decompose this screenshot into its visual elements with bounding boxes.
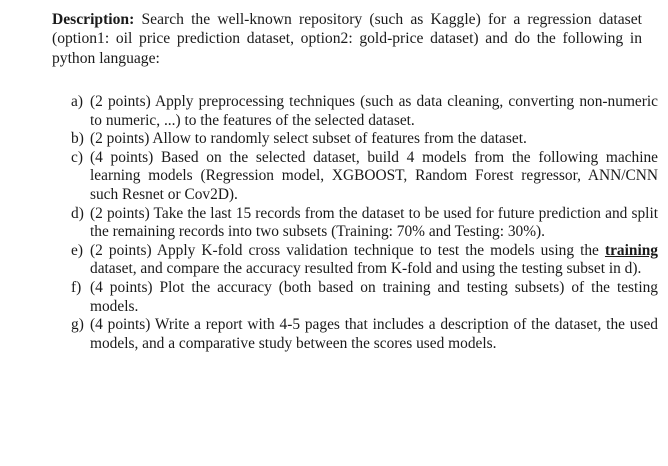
task-item-c	[52, 149, 658, 205]
task-emphasis-training: training	[604, 241, 658, 259]
task-text-before: (2 points) Apply K-fold cross validation technique to test the models using the	[90, 241, 605, 259]
task-item-g	[52, 316, 658, 353]
task-marker: d)	[71, 204, 84, 222]
description-paragraph	[52, 10, 642, 68]
task-item-d	[52, 205, 658, 242]
task-marker: a)	[71, 93, 83, 110]
task-text: (4 points) Based on the selected dataset, build 4 models from the following machine learning models (Regression model, XGBOOST, Random Forest regressor, ANN/CNN such Resnet or Cov2D).	[90, 148, 658, 203]
task-text	[90, 242, 658, 279]
task-item-e	[52, 242, 658, 279]
task-text: (4 points) Plot the accuracy (both based on training and testing subsets) of the testing models.	[90, 278, 658, 315]
task-marker: e)	[71, 241, 83, 259]
task-text: (2 points) Allow to randomly select subset of features from the dataset.	[90, 130, 527, 148]
task-marker: g)	[71, 316, 84, 334]
task-list	[52, 93, 658, 353]
task-text-after: dataset, and compare the accuracy resulted from K-fold and using the testing subset in d).	[90, 260, 642, 278]
task-marker: f)	[71, 278, 82, 296]
task-text: (2 points) Take the last 15 records from the dataset to be used for future prediction and split the remaining records into two subsets (Training: 70% and Testing: 30%).	[90, 204, 658, 241]
description-label: Description:	[52, 11, 135, 28]
task-text: (4 points) Write a report with 4-5 pages that includes a description of the dataset, the used models, and a comparative study between the scores used models.	[90, 316, 658, 352]
task-marker: b)	[71, 130, 84, 148]
task-text: (2 points) Apply preprocessing techniques (such as data cleaning, converting non-numeric to numeric, ...) to the features of the selected dataset.	[90, 93, 658, 129]
task-marker: c)	[71, 148, 83, 166]
task-item-f	[52, 279, 658, 316]
task-item-b	[52, 130, 658, 149]
task-item-a	[52, 93, 658, 130]
description-text: Search the well-known repository (such as Kaggle) for a regression dataset (option1: oil price prediction dataset, option2: gold-price dataset) and do the following in python language:	[52, 11, 642, 67]
